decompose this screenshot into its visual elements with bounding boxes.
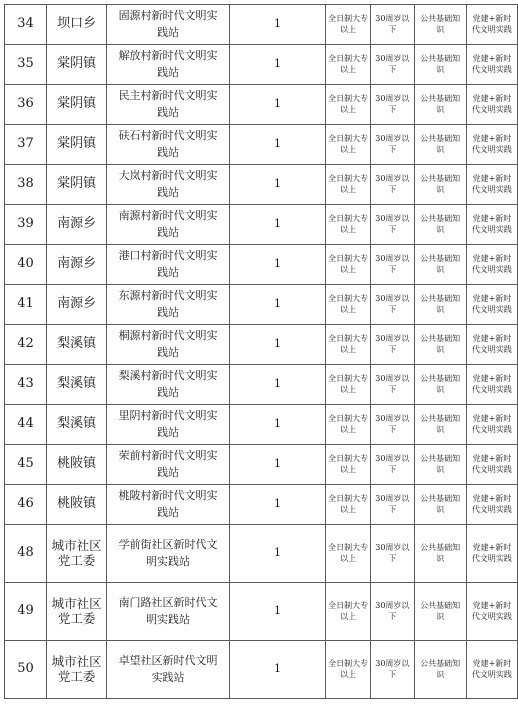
- table-row: [5, 85, 518, 125]
- table-row: [5, 125, 518, 165]
- row-number: 48: [5, 525, 47, 583]
- age-requirement: 30周岁以下: [371, 5, 414, 45]
- age-requirement: 30周岁以下: [371, 245, 414, 285]
- row-number: 43: [5, 365, 47, 405]
- unit-name: 城市社区党工委: [47, 583, 107, 641]
- age-requirement: 30周岁以下: [371, 365, 414, 405]
- post-count: 1: [229, 205, 325, 245]
- major-requirement: 党建+新时代文明实践: [466, 405, 517, 445]
- unit-name: 南源乡: [47, 205, 107, 245]
- exam-subject: 公共基础知识: [414, 85, 466, 125]
- unit-name: 南源乡: [47, 285, 107, 325]
- education-requirement: 全日制大专以上: [326, 165, 371, 205]
- unit-name: 梨溪镇: [47, 325, 107, 365]
- exam-subject: 公共基础知识: [414, 325, 466, 365]
- row-number: 44: [5, 405, 47, 445]
- age-requirement: 30周岁以下: [371, 525, 414, 583]
- site-name: 解放村新时代文明实践站: [107, 45, 230, 85]
- table-row: [5, 641, 518, 699]
- age-requirement: 30周岁以下: [371, 85, 414, 125]
- site-name: 大岚村新时代文明实践站: [107, 165, 230, 205]
- table-body: [5, 5, 518, 699]
- major-requirement: 党建+新时代文明实践: [466, 5, 517, 45]
- row-number: 35: [5, 45, 47, 85]
- age-requirement: 30周岁以下: [371, 405, 414, 445]
- major-requirement: 党建+新时代文明实践: [466, 365, 517, 405]
- exam-subject: 公共基础知识: [414, 165, 466, 205]
- exam-subject: 公共基础知识: [414, 485, 466, 525]
- table-row: [5, 525, 518, 583]
- post-count: 1: [229, 583, 325, 641]
- site-name: 桃陂村新时代文明实践站: [107, 485, 230, 525]
- major-requirement: 党建+新时代文明实践: [466, 85, 517, 125]
- site-name: 固源村新时代文明实践站: [107, 5, 230, 45]
- site-name: 桐源村新时代文明实践站: [107, 325, 230, 365]
- exam-subject: 公共基础知识: [414, 45, 466, 85]
- major-requirement: 党建+新时代文明实践: [466, 125, 517, 165]
- education-requirement: 全日制大专以上: [326, 445, 371, 485]
- education-requirement: 全日制大专以上: [326, 641, 371, 699]
- recruitment-table: [4, 4, 518, 699]
- table-row: [5, 165, 518, 205]
- site-name: 港口村新时代文明实践站: [107, 245, 230, 285]
- site-name: 民主村新时代文明实践站: [107, 85, 230, 125]
- unit-name: 棠阴镇: [47, 125, 107, 165]
- major-requirement: 党建+新时代文明实践: [466, 485, 517, 525]
- row-number: 37: [5, 125, 47, 165]
- unit-name: 梨溪镇: [47, 365, 107, 405]
- education-requirement: 全日制大专以上: [326, 125, 371, 165]
- age-requirement: 30周岁以下: [371, 485, 414, 525]
- major-requirement: 党建+新时代文明实践: [466, 641, 517, 699]
- post-count: 1: [229, 485, 325, 525]
- post-count: 1: [229, 45, 325, 85]
- post-count: 1: [229, 525, 325, 583]
- post-count: 1: [229, 285, 325, 325]
- row-number: 42: [5, 325, 47, 365]
- row-number: 41: [5, 285, 47, 325]
- post-count: 1: [229, 85, 325, 125]
- major-requirement: 党建+新时代文明实践: [466, 285, 517, 325]
- table-row: [5, 405, 518, 445]
- site-name: 梨溪村新时代文明实践站: [107, 365, 230, 405]
- unit-name: 棠阴镇: [47, 85, 107, 125]
- major-requirement: 党建+新时代文明实践: [466, 45, 517, 85]
- table-row: [5, 365, 518, 405]
- major-requirement: 党建+新时代文明实践: [466, 245, 517, 285]
- exam-subject: 公共基础知识: [414, 525, 466, 583]
- education-requirement: 全日制大专以上: [326, 85, 371, 125]
- education-requirement: 全日制大专以上: [326, 45, 371, 85]
- table-row: [5, 5, 518, 45]
- major-requirement: 党建+新时代文明实践: [466, 525, 517, 583]
- age-requirement: 30周岁以下: [371, 641, 414, 699]
- education-requirement: 全日制大专以上: [326, 365, 371, 405]
- row-number: 36: [5, 85, 47, 125]
- major-requirement: 党建+新时代文明实践: [466, 445, 517, 485]
- site-name: 砆石村新时代文明实践站: [107, 125, 230, 165]
- exam-subject: 公共基础知识: [414, 205, 466, 245]
- education-requirement: 全日制大专以上: [326, 285, 371, 325]
- unit-name: 南源乡: [47, 245, 107, 285]
- post-count: 1: [229, 365, 325, 405]
- education-requirement: 全日制大专以上: [326, 525, 371, 583]
- education-requirement: 全日制大专以上: [326, 205, 371, 245]
- education-requirement: 全日制大专以上: [326, 5, 371, 45]
- row-number: 34: [5, 5, 47, 45]
- row-number: 46: [5, 485, 47, 525]
- unit-name: 桃陂镇: [47, 485, 107, 525]
- education-requirement: 全日制大专以上: [326, 405, 371, 445]
- post-count: 1: [229, 165, 325, 205]
- education-requirement: 全日制大专以上: [326, 583, 371, 641]
- post-count: 1: [229, 641, 325, 699]
- major-requirement: 党建+新时代文明实践: [466, 205, 517, 245]
- post-count: 1: [229, 5, 325, 45]
- age-requirement: 30周岁以下: [371, 125, 414, 165]
- age-requirement: 30周岁以下: [371, 583, 414, 641]
- row-number: 38: [5, 165, 47, 205]
- row-number: 39: [5, 205, 47, 245]
- row-number: 49: [5, 583, 47, 641]
- post-count: 1: [229, 405, 325, 445]
- site-name: 荣前村新时代文明实践站: [107, 445, 230, 485]
- exam-subject: 公共基础知识: [414, 641, 466, 699]
- exam-subject: 公共基础知识: [414, 365, 466, 405]
- row-number: 50: [5, 641, 47, 699]
- table-row: [5, 285, 518, 325]
- unit-name: 棠阴镇: [47, 165, 107, 205]
- unit-name: 城市社区党工委: [47, 641, 107, 699]
- post-count: 1: [229, 245, 325, 285]
- exam-subject: 公共基础知识: [414, 245, 466, 285]
- post-count: 1: [229, 445, 325, 485]
- unit-name: 城市社区党工委: [47, 525, 107, 583]
- education-requirement: 全日制大专以上: [326, 245, 371, 285]
- age-requirement: 30周岁以下: [371, 165, 414, 205]
- exam-subject: 公共基础知识: [414, 285, 466, 325]
- row-number: 45: [5, 445, 47, 485]
- major-requirement: 党建+新时代文明实践: [466, 165, 517, 205]
- table-row: [5, 205, 518, 245]
- unit-name: 坝口乡: [47, 5, 107, 45]
- exam-subject: 公共基础知识: [414, 5, 466, 45]
- site-name: 东源村新时代文明实践站: [107, 285, 230, 325]
- table-row: [5, 245, 518, 285]
- site-name: 卓望社区新时代文明实践站: [107, 641, 230, 699]
- age-requirement: 30周岁以下: [371, 205, 414, 245]
- exam-subject: 公共基础知识: [414, 583, 466, 641]
- age-requirement: 30周岁以下: [371, 445, 414, 485]
- site-name: 南门路社区新时代文明实践站: [107, 583, 230, 641]
- unit-name: 梨溪镇: [47, 405, 107, 445]
- exam-subject: 公共基础知识: [414, 445, 466, 485]
- education-requirement: 全日制大专以上: [326, 485, 371, 525]
- post-count: 1: [229, 125, 325, 165]
- table-row: [5, 325, 518, 365]
- major-requirement: 党建+新时代文明实践: [466, 325, 517, 365]
- row-number: 40: [5, 245, 47, 285]
- unit-name: 棠阴镇: [47, 45, 107, 85]
- exam-subject: 公共基础知识: [414, 405, 466, 445]
- post-count: 1: [229, 325, 325, 365]
- age-requirement: 30周岁以下: [371, 325, 414, 365]
- exam-subject: 公共基础知识: [414, 125, 466, 165]
- site-name: 里阴村新时代文明实践站: [107, 405, 230, 445]
- unit-name: 桃陂镇: [47, 445, 107, 485]
- age-requirement: 30周岁以下: [371, 285, 414, 325]
- table-row: [5, 485, 518, 525]
- site-name: 学前街社区新时代文明实践站: [107, 525, 230, 583]
- site-name: 南源村新时代文明实践站: [107, 205, 230, 245]
- table-row: [5, 583, 518, 641]
- education-requirement: 全日制大专以上: [326, 325, 371, 365]
- table-row: [5, 445, 518, 485]
- major-requirement: 党建+新时代文明实践: [466, 583, 517, 641]
- table-row: [5, 45, 518, 85]
- age-requirement: 30周岁以下: [371, 45, 414, 85]
